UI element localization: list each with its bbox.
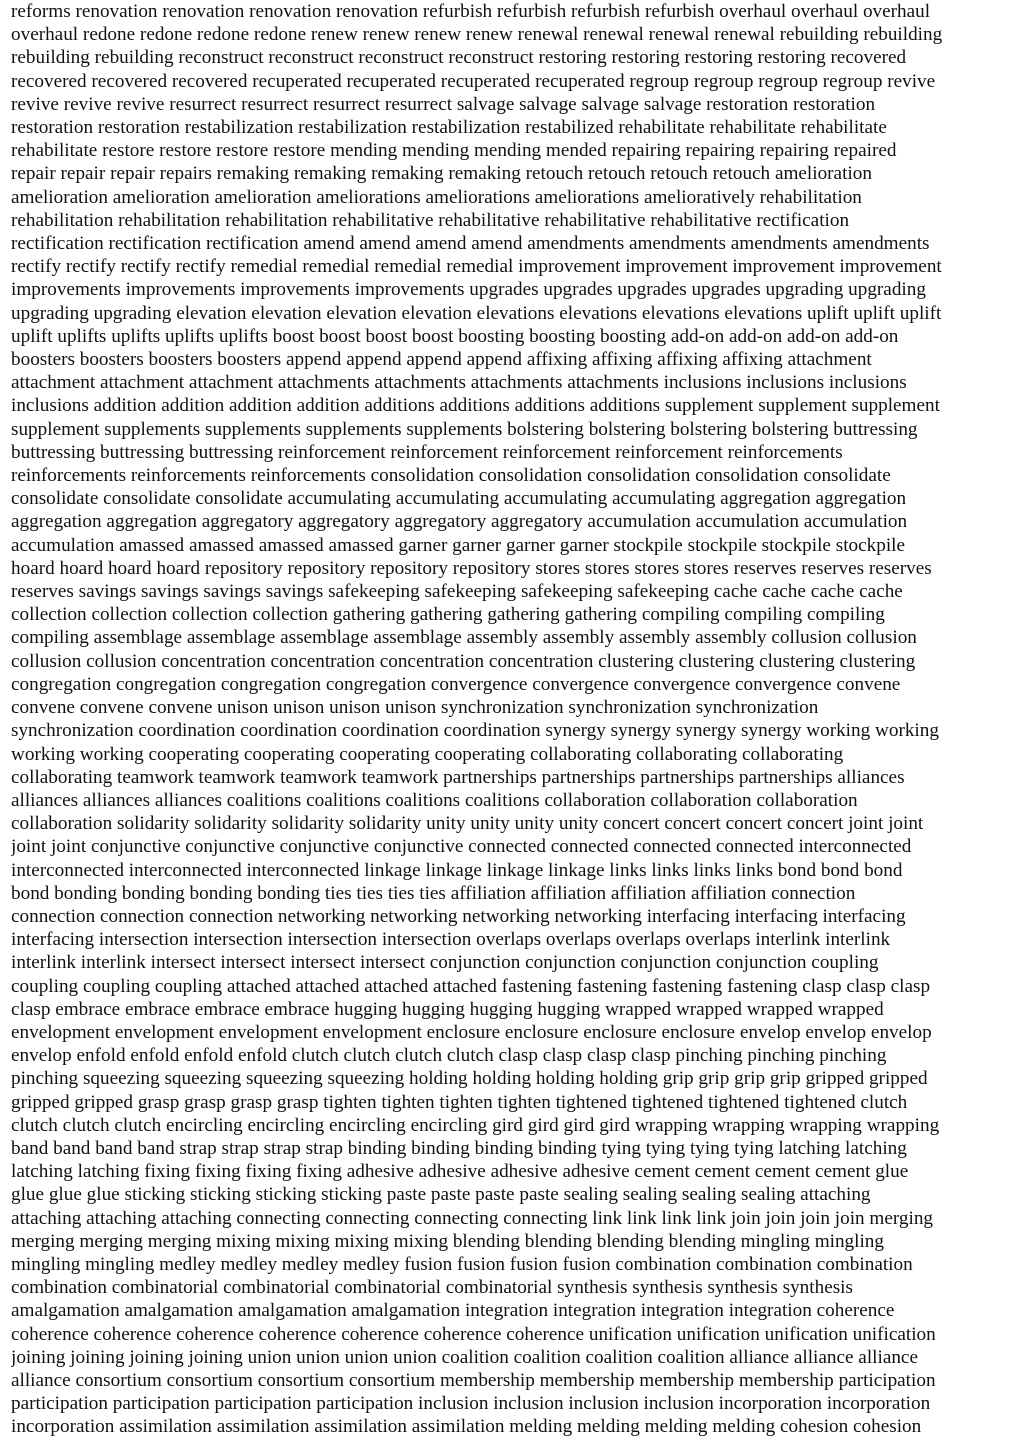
text-line: upgrading upgrading elevation elevation elevation elevation elevations elevations elevations elevations uplift uplift uplift	[11, 302, 942, 324]
text-line: rehabilitation rehabilitation rehabilitation rehabilitative rehabilitative rehabilitative rehabilitative rectification	[11, 209, 850, 231]
text-line: rehabilitate restore restore restore restore mending mending mending mended repairing repairing repairing repaired	[11, 140, 897, 162]
text-line: compiling assemblage assemblage assemblage assemblage assembly assembly assembly assembly collusion collusion	[11, 627, 917, 649]
text-line: collaborating teamwork teamwork teamwork teamwork partnerships partnerships partnerships partnerships alliances	[11, 766, 905, 788]
text-line: reserves savings savings savings savings safekeeping safekeeping safekeeping safekeeping cache cache cache cache	[11, 581, 903, 603]
text-line: synchronization coordination coordination coordination coordination synergy synergy synergy synergy working working	[11, 720, 939, 742]
text-line: rebuilding rebuilding reconstruct reconstruct reconstruct reconstruct restoring restoring restoring restoring recovered	[11, 47, 907, 69]
text-line: envelopment envelopment envelopment envelopment enclosure enclosure enclosure enclosure envelop envelop envelop	[11, 1021, 932, 1043]
text-line: improvements improvements improvements improvements upgrades upgrades upgrades upgrades upgrading upgrading	[11, 279, 926, 301]
text-line: joining joining joining joining union union union union coalition coalition coalition coalition alliance alliance alliance	[11, 1346, 918, 1368]
text-line: coherence coherence coherence coherence coherence coherence coherence unification unification unification unification	[11, 1323, 936, 1345]
text-line: aggregation aggregation aggregatory aggregatory aggregatory aggregatory accumulation accumulation accumulation	[11, 511, 908, 533]
text-line: buttressing buttressing buttressing reinforcement reinforcement reinforcement reinforcement reinforcements	[11, 441, 843, 463]
text-line: mingling mingling medley medley medley medley fusion fusion fusion fusion combination combination combination	[11, 1253, 913, 1275]
text-line: recovered recovered recovered recuperated recuperated recuperated recuperated regroup regroup regroup regroup revive	[11, 70, 936, 92]
text-line: joint joint conjunctive conjunctive conjunctive conjunctive connected connected connected connected interconnected	[11, 836, 912, 858]
text-line: convene convene convene unison unison unison unison synchronization synchronization synchronization	[11, 697, 819, 719]
text-line: merging merging merging mixing mixing mixing mixing blending blending blending blending mingling mingling	[11, 1230, 884, 1252]
text-line: supplement supplements supplements supplements supplements bolstering bolstering bolstering bolstering buttressing	[11, 418, 918, 440]
text-line: working working cooperating cooperating cooperating cooperating collaborating collaborating collaborating	[11, 743, 844, 765]
text-line: interfacing intersection intersection intersection intersection overlaps overlaps overlaps overlaps interlink interlink	[11, 929, 891, 951]
text-line: attachment attachment attachment attachments attachments attachments attachments inclusions inclusions inclusions	[11, 372, 907, 394]
text-line: amalgamation amalgamation amalgamation amalgamation integration integration integration integration coherence	[11, 1300, 895, 1322]
text-line: interconnected interconnected interconnected linkage linkage linkage linkage links links links links bond bond bond	[11, 859, 903, 881]
text-line: glue glue glue sticking sticking sticking sticking paste paste paste paste sealing sealing sealing sealing attaching	[11, 1184, 871, 1206]
text-line: clutch clutch clutch encircling encircling encircling encircling gird gird gird gird wrapping wrapping wrapping wrapping	[11, 1114, 940, 1136]
text-line: accumulation amassed amassed amassed amassed garner garner garner garner stockpile stockpile stockpile stockpile	[11, 534, 906, 556]
text-line: collaboration solidarity solidarity solidarity solidarity unity unity unity unity concert concert concert concert joint joint	[11, 813, 924, 835]
text-line: envelop enfold enfold enfold enfold clutch clutch clutch clutch clasp clasp clasp clasp pinching pinching pinching	[11, 1045, 887, 1067]
document-page	[11, 0, 1015, 1446]
text-line: alliances alliances alliances coalitions coalitions coalitions coalitions collaboration collaboration collaboration	[11, 789, 858, 811]
text-line: revive revive revive resurrect resurrect resurrect resurrect salvage salvage salvage salvage restoration restoration	[11, 93, 876, 115]
text-line: incorporation assimilation assimilation assimilation assimilation melding melding melding melding cohesion cohesion	[11, 1416, 922, 1438]
text-line: collusion collusion concentration concentration concentration concentration clustering clustering clustering clustering	[11, 650, 916, 672]
text-line: congregation congregation congregation congregation convergence convergence convergence convergence convene	[11, 673, 901, 695]
text-line: collection collection collection collection gathering gathering gathering gathering compiling compiling compiling	[11, 604, 885, 626]
text-line: rectification rectification rectification amend amend amend amend amendments amendments amendments amendments	[11, 233, 930, 255]
text-line: coupling coupling coupling attached attached attached attached fastening fastening fastening fastening clasp clasp clasp	[11, 975, 931, 997]
text-line: latching latching fixing fixing fixing fixing adhesive adhesive adhesive adhesive cement cement cement cement glue	[11, 1161, 909, 1183]
text-line: gripped gripped grasp grasp grasp grasp tighten tighten tighten tighten tightened tightened tightened tightened clutch	[11, 1091, 908, 1113]
text-line: reinforcements reinforcements reinforcements consolidation consolidation consolidation consolidation consolidate	[11, 465, 891, 487]
text-line: hoard hoard hoard hoard repository repository repository repository stores stores stores stores reserves reserves reserves	[11, 557, 932, 579]
text-line: inclusions addition addition addition addition additions additions additions additions supplement supplement supplement	[11, 395, 940, 417]
text-line: interlink interlink intersect intersect intersect intersect conjunction conjunction conjunction conjunction coupling	[11, 952, 879, 974]
text-line: overhaul redone redone redone redone renew renew renew renew renewal renewal renewal renewal rebuilding rebuilding	[11, 24, 943, 46]
text-line: alliance consortium consortium consortium consortium membership membership membership membership participation	[11, 1369, 936, 1391]
text-line: pinching squeezing squeezing squeezing squeezing holding holding holding holding grip grip grip grip gripped gripped	[11, 1068, 928, 1090]
text-line: repair repair repair repairs remaking remaking remaking remaking retouch retouch retouch retouch amelioration	[11, 163, 872, 185]
text-line: rectify rectify rectify rectify remedial remedial remedial remedial improvement improvement improvement improvement	[11, 256, 942, 278]
text-line: uplift uplifts uplifts uplifts uplifts boost boost boost boost boosting boosting boosting add-on add-on add-on add-on	[11, 325, 899, 347]
text-line: consolidate consolidate consolidate accumulating accumulating accumulating accumulating aggregation aggregation	[11, 488, 907, 510]
text-line: combination combinatorial combinatorial combinatorial combinatorial synthesis synthesis synthesis synthesis	[11, 1277, 853, 1299]
text-line: attaching attaching attaching connecting connecting connecting connecting link link link link join join join join merging	[11, 1207, 934, 1229]
text-line: band band band band strap strap strap strap binding binding binding binding tying tying tying tying latching latching	[11, 1137, 907, 1159]
text-line: boosters boosters boosters boosters append append append append affixing affixing affixing affixing attachment	[11, 349, 872, 371]
text-line: clasp embrace embrace embrace embrace hugging hugging hugging hugging wrapped wrapped wrapped wrapped	[11, 998, 884, 1020]
text-line: connection connection connection networking networking networking networking interfacing interfacing interfacing	[11, 905, 906, 927]
text-line: bond bonding bonding bonding bonding ties ties ties ties affiliation affiliation affiliation affiliation connection	[11, 882, 856, 904]
text-line: participation participation participation participation inclusion inclusion inclusion inclusion incorporation incorporation	[11, 1393, 931, 1415]
text-line: reforms renovation renovation renovation renovation refurbish refurbish refurbish refurbish overhaul overhaul overhaul	[11, 1, 931, 22]
text-line: restoration restoration restabilization restabilization restabilization restabilized rehabilitate rehabilitate rehabilitate	[11, 117, 887, 139]
text-line: amelioration amelioration amelioration ameliorations ameliorations ameliorations amelioratively rehabilitation	[11, 186, 862, 208]
